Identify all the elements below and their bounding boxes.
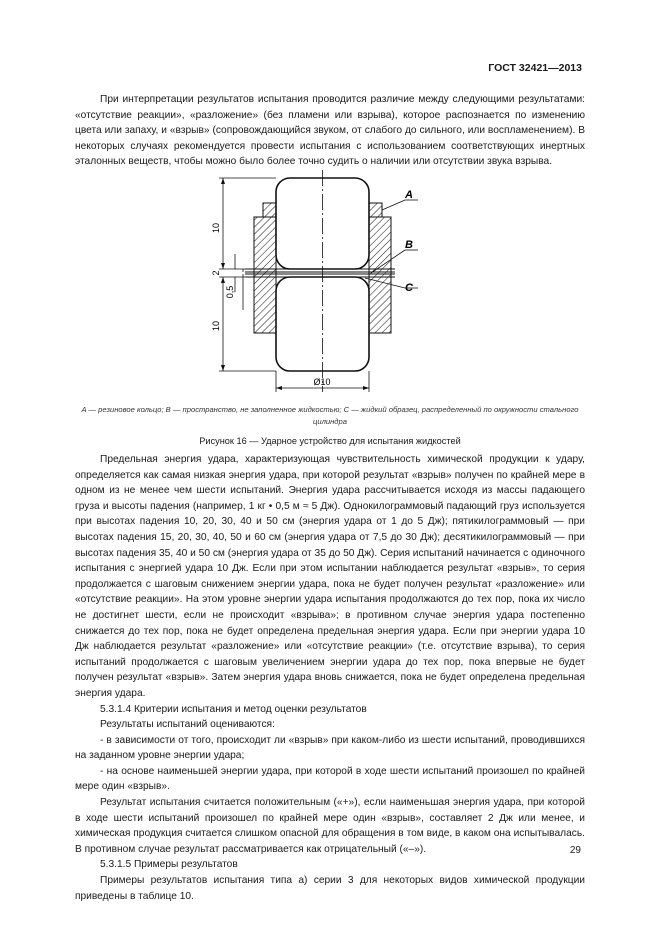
- document-header: ГОСТ 32421—2013: [488, 62, 582, 74]
- label-a: A: [405, 189, 413, 201]
- guide-sleeve-right: [369, 217, 391, 333]
- paragraph-evaluation: Результаты испытаний оцениваются:: [100, 719, 275, 731]
- paragraph-result: Результат испытания считается положительным («+»), если наименьшая энергия удара, при которой в ходе шести испытаний произошел по крайней мере один «взрыв», составляет 2 Дж или менее, и химическая продукция считается слишком опасной для обращения в том виде, в каком она испытывалась. В противном случае результат рассматривается как отрицательный («–»).: [75, 797, 585, 855]
- guide-sleeve-left: [254, 217, 276, 333]
- figure-legend: A — резиновое кольцо; B — пространство, не заполненное жидкостью; C — жидкий образец, распределенный по окружности стального цилиндра: [81, 405, 579, 426]
- dim-bottom-label: 10: [211, 320, 221, 332]
- impact-device-figure: [205, 170, 435, 400]
- intro-block: [75, 92, 585, 170]
- section-heading-examples: 5.3.1.5 Примеры результатов: [100, 859, 238, 871]
- label-c: C: [405, 282, 413, 294]
- dim-top-label: 10: [211, 222, 221, 234]
- list-item-evaluation-1: - в зависимости от того, происходит ли «взрыв» при каком-либо из шести испытаний, проводившихся на заданном уровне энергии удара;: [75, 734, 585, 762]
- figure-caption: Рисунок 16 — Ударное устройство для испытания жидкостей: [199, 436, 461, 446]
- paragraph-examples: Примеры результатов испытания типа а) серии 3 для некоторых видов химической продукции приведены в таблице 10.: [75, 875, 585, 902]
- label-b: B: [405, 239, 413, 251]
- rubber-ring-left: [263, 203, 277, 217]
- list-item-evaluation-2: - на основе наименьшей энергии удара, при которой в ходе шести испытаний произошел по крайней мере один «взрыв».: [75, 765, 585, 793]
- dim-diameter-label: Ø10: [313, 377, 331, 387]
- rubber-ring-right: [368, 203, 382, 217]
- intro-paragraph: При интерпретации результатов испытания проводится различие между следующими результатами: «отсутствие реакции», «разложение» (без пламени или взрыва), которое распознается по изменению цвета или запаху, и «взрыв» (сопровождающийся звуком, от слабого до сильного, или воспламенением). В некоторых случаях рекомендуется провести испытания с использованием соответствующих инертных эталонных веществ, чтобы можно было более точно судить о наличии или отсутствии звука взрыва.: [75, 94, 585, 168]
- main-text: [75, 452, 585, 904]
- section-heading-criteria: 5.3.1.4 Критерии испытания и метод оценки результатов: [100, 703, 367, 715]
- dim-gap-label: 2: [211, 270, 221, 276]
- paragraph-impact-energy: Предельная энергия удара, характеризующая чувствительность химической продукции к удару, определяется как самая низкая энергия удара, при которой результат «взрыв» получен по крайней мере в одном из не менее чем шести испытаний. Энергия удара рассчитывается исходя из массы падающего груза и высоты падения (например, 1 кг • 0,5 м ≈ 5 Дж). Однокилограммовый падающий груз используется при высотах падения 10, 20, 30, 40 и 50 см (энергия удара от 1 до 5 Дж); пятикилограммовый — при высотах падения 15, 20, 30, 40, 50 и 60 см (энергия удара от 7,5 до 30 Дж); десятикилограммовый — при высотах падения 35, 40 и 50 см (энергия удара от 35 до 50 Дж). Серия испытаний начинается с одиночного испытания с энергией удара 10 Дж. Если при этом испытании наблюдается результат «взрыв», то серия продолжается с шаговым снижением энергии удара, пока не будет получен результат «разложение» или «отсутствие реакции». На этом уровне энергии удара испытания продолжаются до тех пор, пока их число не достигнет шести, если не происходит «взрыва»; в противном случае энергия удара постепенно снижается до тех пор, пока не будет определена предельная энергия удара. Если при энергии удара 10 Дж наблюдается результат «разложение» или «отсутствие реакции» (т.е. отсутствие взрыва), то серия испытаний продолжается с шаговым увеличением энергии удара до тех пор, пока впервые не будет получен результат «взрыв». Затем энергия удара вновь снижается, пока не будет определена предельная энергия удара.: [75, 454, 585, 699]
- dim-half-label: 0,5: [225, 285, 235, 299]
- page-number: 29: [569, 845, 581, 856]
